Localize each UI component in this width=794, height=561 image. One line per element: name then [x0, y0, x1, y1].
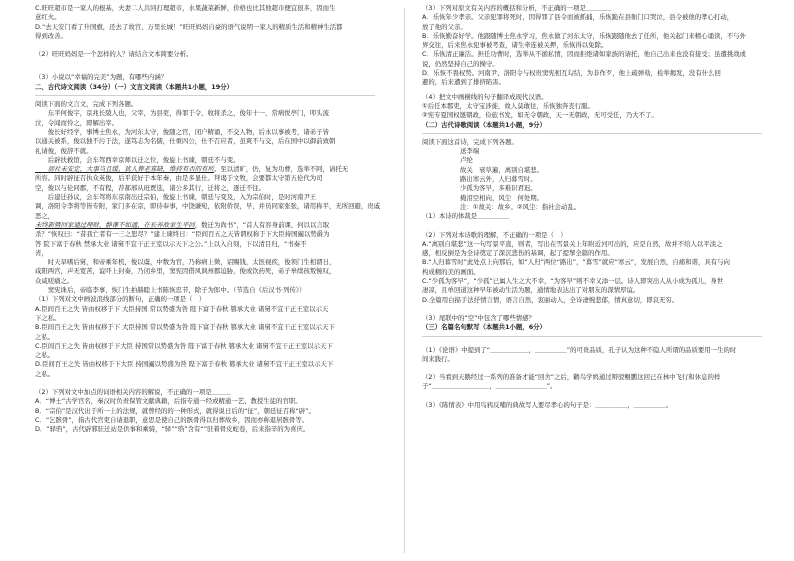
option-line: D.全篇用白描手法抒情言情，语言自然，衷丽动人，全诗凄惋悲郁，情真意切，即哀无穷。 — [422, 295, 679, 304]
poem-line: 掩泪空相向，风尘 何处期。 — [460, 193, 544, 202]
section-heading: 二、古代诗文阅读（34分）（一）文言文阅读（本题共1小题，19分） — [35, 82, 233, 91]
option-line: 之私。 — [35, 332, 55, 341]
option-line: 之私。 — [35, 369, 55, 378]
poem-instruction: 阅读下面这首诗，完成下列各题。 — [422, 137, 518, 146]
option-line: 感，相反倒是为全诗奠定了深沉悲伤的基调，起了提挈全篇的作用。 — [422, 249, 614, 258]
left-column — [35, 4, 385, 434]
poem-author: 卢纶 — [460, 156, 473, 165]
passage-line: 东平何俊字，京兆长陵人也，父宰，为县吏，得罪于令，收将杀之，俊年十一，常病悦亭门，叩头流 — [35, 109, 329, 118]
option-line: A．“博士”古学官名，秦汉时负责保管文献典籍，后指专通一经或精通一艺、教授生徒的官职。 — [35, 397, 302, 406]
passage-line: 众咸嗟痛之。 — [35, 276, 74, 285]
option-line: 下之私。 — [35, 313, 61, 322]
option-line: A．乐恢年少孝亲。父亲犯罪将死时，因得罪了县令而被抓捕，乐恢跪在县衙门口哭泣，县令被他的孝心打动， — [422, 13, 734, 22]
option-line: D．乐恢不畏权势。河南尹、洛阳令与权贵窦宪相互勾结，为非作歹，他上疏弹劾，检举揭发，没有什么回 — [422, 69, 721, 78]
fill-question-3: （3）《陈情表》中用鸟鸦反哺的典故写人要尽孝心的句子是：＿＿＿＿＿，＿＿＿＿＿。 — [422, 400, 673, 409]
option-line: B．“宗伯”是汉代出于所一上的法规，就曾经的的一种形式，就得说日后的“征”，朝廷征召称“辟”。 — [35, 406, 315, 415]
wavy-underlined-text: 居社未安定，大事当且缓，犹人葬老寡缺，维持有否的有所 — [35, 165, 214, 174]
option-line: B．乐恢勤奋好学。他跟随博士焦永学习，焦永做了河东太守，乐恢跟随他去了任所，他关起门来精心诵读，不与外 — [422, 31, 746, 40]
intro-line: C.旺旺超市是一家人的根基，夫妻二人共同打理超市，水果蔬菜新鲜，价格也比其他超市便宜很多，因而生 — [35, 4, 336, 12]
translation-item: ②宪专夏国权邀朝政，俭旅书发，如无令朝政，天一无朝政，无可受任，乃大不了。 — [422, 111, 658, 120]
question-3: （3）下列对原文有关内容的概括和分析，不正确的一项是＿＿＿＿ — [422, 4, 612, 12]
poem-question-3: （3）尾联中的“空”中包含了哪些情感？ — [422, 313, 535, 322]
passage-line: 窦宪诛后，帝临李事，恢门生拍赫睦上书陈恢忠节，除子为郎中。（节选自《后汉书·列传》） — [35, 286, 306, 295]
option-line: 凄凉，且单回道这种早年被动生活为题，通情地表达出了对朋友的深情厚谊。 — [422, 286, 640, 295]
poem-question-1: （1）本诗的体裁是＿＿＿＿＿ — [422, 212, 510, 221]
section-rule — [35, 95, 375, 96]
option-line: B.“人归暮雪时”此处点上向那后，如“人归”两位“路出”，“暮雪”就应“寒云”，发展自然，自痛和谐，具有与向 — [422, 258, 730, 267]
question-2: （2）旺旺妈妈是一个怎样的人？请结合文本简要分析。 — [35, 50, 193, 59]
passage-line: 礼请俊，俊辞不就。 — [35, 146, 93, 155]
question-2b: （2）下列对文中加点的词语相关内容的解说，不正确的一项是＿＿＿ — [35, 387, 231, 396]
option-line: D．“驿驺”，古代辟邪驻迁站是供事和乘骑，“驿”“驺”含有“”驻着骨皮蛇卷，后来指辛的为喜庆。 — [35, 425, 310, 434]
option-line: B.臣间百王之失 皆由权移于下 大臣持国 常以势盛为咎 陛下富于春秋 篡承大业 诸舅不宜干正王室以示天下 — [35, 323, 335, 332]
passage-text: ，数迁为尚书”，“首人有容身前课，何以以言取 — [194, 220, 330, 229]
question-1: （1）下列对文中画波浪线部分的断句，正确的一项是（ ） — [35, 295, 206, 304]
section-heading: （二）古代诗歌阅读（本题共1小题，9分） — [422, 120, 546, 129]
question-4: （4）把文中画横线的句子翻译成现代汉语。 — [422, 92, 548, 101]
intro-line: 得到改善。 — [35, 31, 67, 40]
option-line: 说，仍然坚持自己的操守。 — [422, 59, 499, 68]
option-line: A.“离别自堪悲”这一句写景平直，则者，写出在雪景关上年附近河可出的，应是自然，故并不给人以平淡之 — [422, 239, 723, 248]
poem-line: 故关 衰草遍，离别自堪悲。 — [460, 165, 544, 174]
passage-line: 时天旱嗜后舅，和帝乘年机，俊以虞，中数为官，乃称病上徵，诏赐钱，太医视疾，俊领门生相谓日， — [35, 258, 336, 267]
passage-line: 泣，令闻而怜之，即解出宰。 — [35, 118, 119, 127]
passage-line-marked — [35, 221, 385, 230]
section-heading: （三）名篇名句默写（本题共1小题，6分） — [422, 323, 546, 332]
section-rule — [422, 133, 762, 134]
poem-question-2: （2）下列对本诗歌的理解，不正确的一项是（ ） — [422, 230, 567, 239]
passage-line: 调，洛阳令李将等皆专附，家门多在京，即侍奉事，中饶谦宛，依附侨误，早，并员同家张张，诸用称平，无所回避，贵戚恶之， — [35, 202, 381, 220]
option-line: C．乐恢清正廉洁。担任功曹时，选举从不循私情，因而拒绝诸如家族的请托，他自己出来也没有接受；虽遭挑战或 — [422, 50, 746, 59]
poem-title: 送李端 — [460, 147, 480, 156]
poem-note: 注：①故关：故乡。②风尘：指社会动乱。 — [460, 202, 581, 211]
reading-instruction: 阅读下面的文言文，完成下列各题。 — [35, 100, 138, 109]
fill-question-1-cont: 间来践行。 — [422, 354, 454, 363]
right-column — [422, 4, 768, 410]
passage-line: 省， — [35, 248, 48, 257]
option-line: 构成精的美的画面。 — [422, 267, 480, 276]
passage-line: 以通关被系，俊以独不污于法，遂笃志为名儒，仕重四公，仕不召应者，虽爽不与交，后在国中以御前致朝 — [35, 137, 336, 146]
column-divider — [404, 8, 405, 553]
passage-line: 杀？”恢叹曰：“昔我亡者有一三之恕尽？”建上谏终日：“臣间百五之天皆谓权称于下大臣持国阖以势爵为 — [35, 230, 330, 239]
fill-question-2: （2）当看到天鹅经过一系列的准备才能“回舍”之后，鹳鸟学鸠通过辩驳鲲鹏这回已在林中飞行和休息的样 — [422, 373, 721, 382]
question-3: （3）小说以“幸福的完美”为题，有哪些内涵？ — [35, 73, 168, 82]
fill-question-1: （1）《论语》中提到了“＿＿＿＿＿＿，＿＿＿＿＿”的可贵品质，孔子认为这种不隐人所谓的品质要用一生的时 — [422, 345, 737, 354]
option-line: A.臣间百王之失 皆由权移于下 大臣持国 常以势盛为咎 陛下富于春秋 篡承大业 诸舅不宜干正王室以示天 — [35, 304, 329, 313]
fill-question-2-cont: 子“＿＿＿＿＿＿＿＿＿，＿＿＿＿＿＿＿＿”。 — [422, 382, 557, 391]
intro-line: D.“去天安门看了升国旗，还去了故宫、万里长城！”旺旺妈妈自豪的语气说明一家人的精质生活和精神生活都 — [35, 22, 343, 31]
passage-text: 。至以清旷，仍，复为功曹，选举不阿，请托无 — [213, 165, 349, 174]
passage-line: 答 院下富于春秋 禁承大业 诸舅不宜干正王室以示天下之公。”上以入自刻，下以清目归，“书奏不 — [35, 239, 307, 248]
option-line: D.臣间百王之失 皆由权移于下大臣 持国阖以势盛为咎 陛下富于春秋 篡承大业 诸舅不宜干正王室以示天下 — [35, 360, 334, 369]
underlined-text: 未终新暨回家通过理财，静课不如通，在长养故家生平回 — [35, 220, 195, 229]
passage-line: 空，俊以与伦同郡，不有程，荐郝邢从班贾选，诸公多其行，迁将之，逐迁不往。 — [35, 183, 266, 192]
passage-line: 后辟扶救馆，会车驾西幸京师以迁之位，俊旋上书谏，朝廷不与变。 — [35, 155, 240, 164]
passage-line: 俊长好经学，事博士焦永，为河东太守，俊随之官，闭户精诵，不交人物，后永以事被考，诸弟子皆 — [35, 127, 329, 136]
poem-line: 路出寒云外，人归暮雪时。 — [460, 175, 537, 184]
option-line: 避的，后来遭到了排挤陷害。 — [422, 78, 506, 87]
option-line: 放了他的父亲。 — [422, 22, 467, 31]
poem-line: 少孤为客早，多难识君迟。 — [460, 184, 537, 193]
passage-line: 咸阳两宫，声无宽苦，谊吓上封奏，乃闭乡里，窦宪因借风讽州郡迫胁，俊或饮药死，弟子皋续孩叛惋叹， — [35, 267, 336, 276]
passage-line: 后建迁孙议，会车驾将东京南出迁宗伯，俊旋上书谏，朝廷与变及，入为宗伯时，是时河南尹王 — [35, 193, 317, 202]
intro-line: 意红火。 — [35, 13, 61, 22]
section-rule — [422, 336, 762, 337]
translation-item: ①后任本郡吏，太守宝涉徙，故人莫敢往，乐恢独奔丧行服。 — [422, 101, 594, 110]
option-line: 之私。 — [35, 351, 55, 360]
option-line: 界交往，后来焦永犯事被考查，诸生牵连被关押，乐恢得以免除。 — [422, 41, 608, 50]
passage-line: 所容。同时辟征召执众英俊，后平获好于本年秦，由是多显仕。拜谒于文牧，会要都太守第五伦代为司 — [35, 174, 323, 183]
option-line: C.臣间百王之失 皆由权移于下大臣 持国常以势盛为咎 陛下富于春秋 篡承大业 诸舅不宜干正王室以示天下 — [35, 341, 333, 350]
option-line: C.“少孤为客早”，“少孤”已属人生之大不幸，“为客早”则不幸又添一层。诗人即突出人从小成为孤儿，身世 — [422, 277, 724, 286]
option-line: C．“乞骸骨”，指古代官吏自请退职，意思是使自己的骸骨得以归葬故乡，因而亦称退居骸骨等。 — [35, 415, 309, 424]
